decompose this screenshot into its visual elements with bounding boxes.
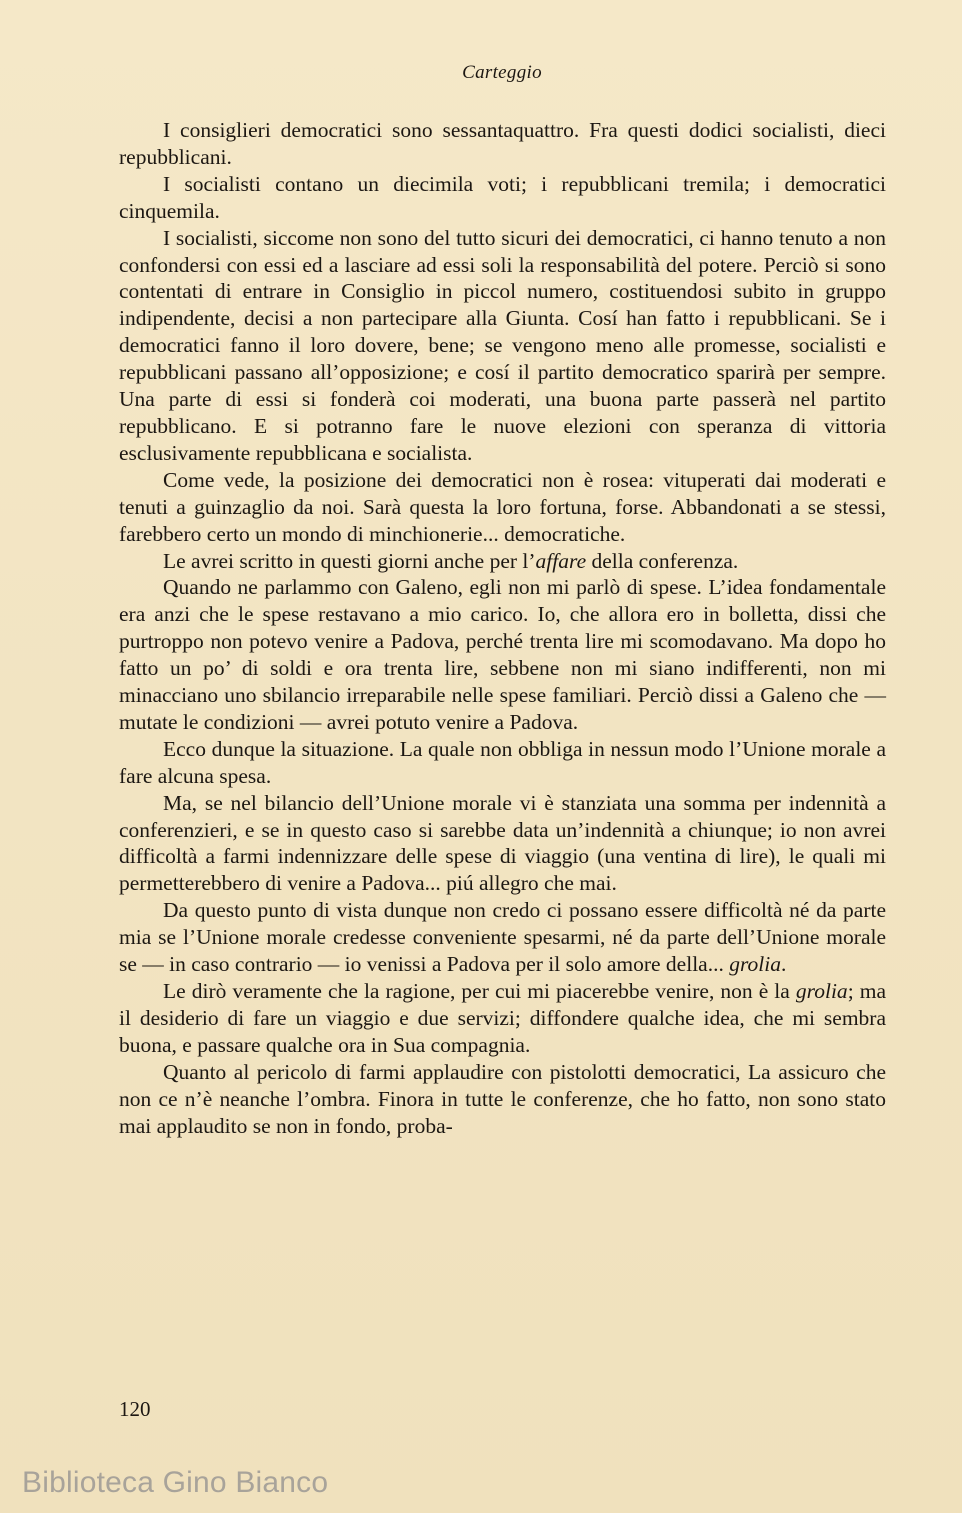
paragraph: Quanto al pericolo di farmi applaudire con pistolotti democratici, La assicuro che non ce n’è neanche l’ombra. Finora in tutte le conferenze, che ho fatto, non sono stato mai applaudito se non in fondo, proba- bbox=[119, 1059, 886, 1138]
paragraph bbox=[119, 978, 886, 1059]
paragraph: I socialisti, siccome non sono del tutto sicuri dei democratici, ci hanno tenuto a non confondersi con essi ed a lasciare ad essi soli la responsabilità del potere. Perciò si sono contentati di entrare in Consiglio in piccol numero, costituendosi subito in gruppo indipendente, decisi a non partecipare alla Giunta. Cosí han fatto i repubblicani. Se i democratici fanno il loro dovere, bene; se vengono meno alle promesse, socialisti e repubblicani passano all’opposizione; e cosí il partito democratico sparirà per sempre. Una parte di essi si fonderà coi moderati, una buona parte passerà nel partito repubblicano. E si potranno fare le nuove elezioni con speranza di vittoria esclusivamente repubblicana e socialista. bbox=[119, 225, 886, 465]
paragraph: Ma, se nel bilancio dell’Unione morale vi è stanziata una somma per indennità a conferenzieri, e se in questo caso si sarebbe data un’indennità a chiunque; io non avrei difficoltà a farmi indennizzare delle spese di viaggio (una ventina di lire), le quali mi permetterebbero di venire a Padova... piú allegro che mai. bbox=[119, 790, 886, 896]
italic-word: grolia bbox=[729, 952, 781, 977]
paragraph: Quando ne parlammo con Galeno, egli non mi parlò di spese. L’idea fondamentale era anzi che le spese restavano a mio carico. Io, che allora ero in bolletta, dissi che purtroppo non potevo venire a Padova, perché trenta lire mi scomodavano. Ma dopo ho fatto un po’ di soldi e ora trenta lire, sebbene non mi siano indifferenti, non mi minacciano uno sbilancio irreparabile nelle spese familiari. Perciò dissi a Galeno che — mutate le condizioni — avrei potuto venire a Padova. bbox=[119, 575, 886, 734]
text-run: Le dirò veramente che la ragione, per cui mi piacerebbe venire, non è la bbox=[163, 979, 796, 1003]
text-run: ; ma il desiderio di fare un viaggio e due servizi; diffondere qualche idea, che mi sembra buona, e passare qualche ora in Sua compagnia. bbox=[119, 979, 886, 1057]
paragraph: I consiglieri democratici sono sessantaquattro. Fra questi dodici socialisti, dieci repubblicani. bbox=[119, 118, 886, 169]
paragraph: Ecco dunque la situazione. La quale non obbliga in nessun modo l’Unione morale a fare alcuna spesa. bbox=[119, 736, 886, 788]
text-run: Le avrei scritto in questi giorni anche per l’ bbox=[163, 548, 536, 573]
text-run: Da questo punto di vista dunque non credo ci possano essere difficoltà né da parte mia se l’Unione morale credesse conveniente spesarmi, né da parte dell’Unione morale se — in caso contrario — io venissi a Padova per il solo amore della... bbox=[119, 898, 886, 977]
running-head: Carteggio bbox=[462, 62, 542, 83]
italic-word: affare bbox=[535, 548, 587, 573]
library-watermark: Biblioteca Gino Bianco bbox=[22, 1466, 329, 1499]
paragraph bbox=[119, 548, 886, 575]
body-text bbox=[119, 117, 886, 1139]
paragraph bbox=[119, 897, 886, 978]
paragraph: Come vede, la posizione dei democratici non è rosea: vituperati dai moderati e tenuti a guinzaglio da noi. Sarà questa la loro fortuna, forse. Abbandonati a se stessi, farebbero certo un mondo di minchionerie... democratiche. bbox=[119, 467, 886, 546]
italic-word: grolia bbox=[795, 979, 848, 1003]
page-number: 120 bbox=[119, 1397, 151, 1421]
text-run: della conferenza. bbox=[586, 548, 739, 573]
text-run: . bbox=[781, 952, 787, 977]
paragraph: I socialisti contano un diecimila voti; i repubblicani tremila; i democratici cinquemila. bbox=[119, 171, 886, 223]
